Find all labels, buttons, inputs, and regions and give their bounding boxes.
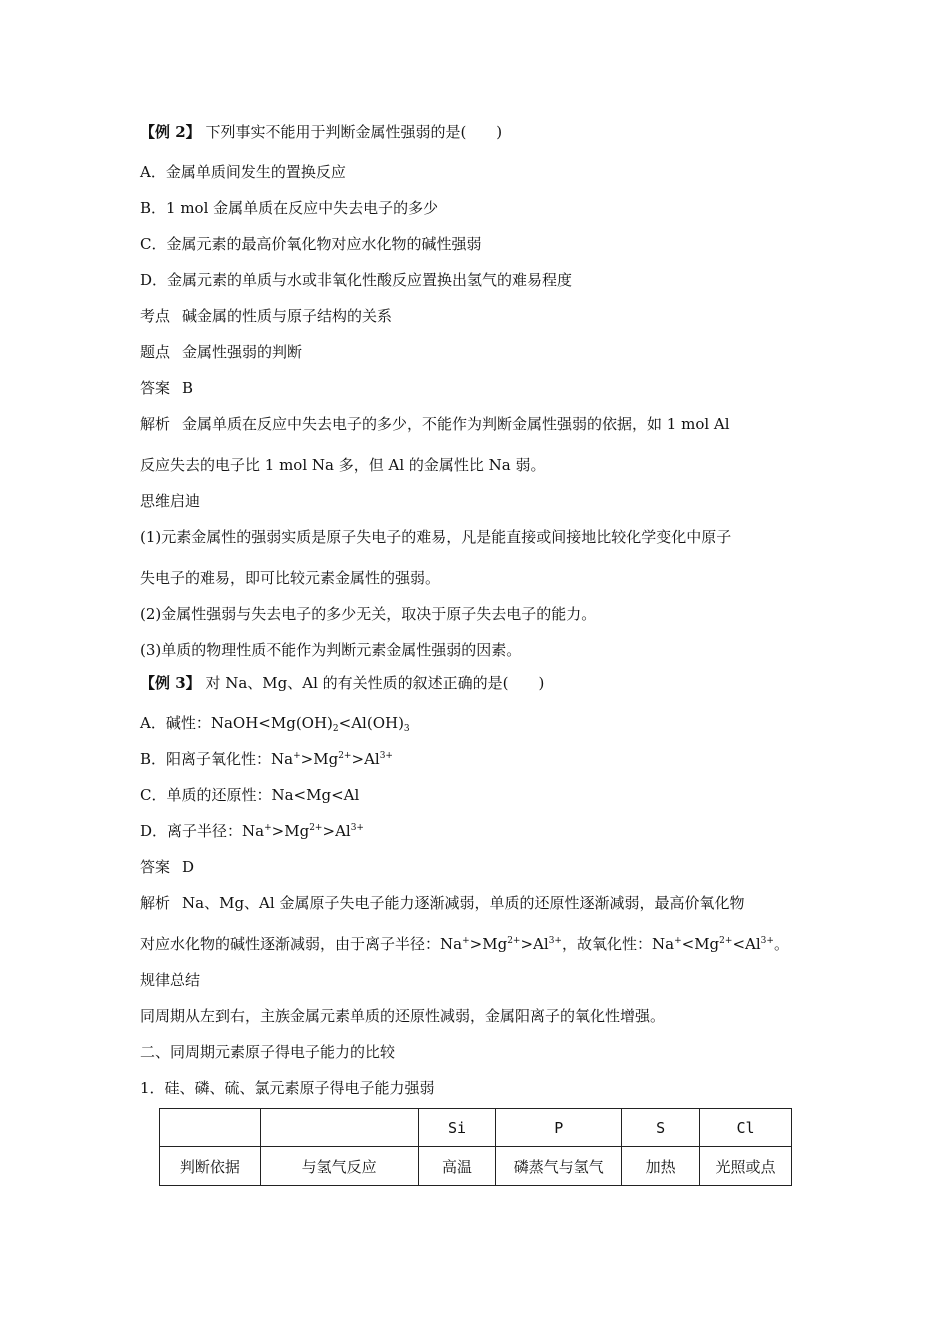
ion-al: Al [335, 822, 351, 840]
kaodian-text: 碱金属的性质与原子结构的关系 [182, 307, 393, 325]
tidian-line [140, 342, 302, 362]
ion-na: Na [651, 935, 675, 953]
option-c: C．单质的还原性：Na<Mg<Al [140, 786, 360, 804]
analysis-text: ，故氧化性： [561, 935, 652, 953]
ion-mg: Mg [284, 822, 310, 840]
answer-line [140, 378, 193, 398]
charge: 3+ [760, 936, 774, 946]
operator: < [681, 935, 695, 953]
operator: < [732, 935, 746, 953]
operator: > [469, 935, 483, 953]
operator: > [300, 750, 314, 768]
ion-mg: Mg [694, 935, 720, 953]
option-a: A．金属单质间发生的置换反应 [140, 163, 346, 181]
analysis-text: Na、Mg、Al 金属原子失电子能力逐渐减弱，单质的还原性逐渐减弱，最高价氧化物 [182, 894, 745, 912]
table-cell: 判断依据 [160, 1147, 261, 1186]
tidian-text: 金属性强弱的判断 [182, 343, 303, 361]
ion-mg: Mg [313, 750, 339, 768]
kaodian-line [140, 306, 392, 326]
charge: 2+ [719, 936, 733, 946]
thinking-1a: (1)元素金属性的强弱实质是原子失电子的难易，凡是能直接或间接地比较化学变化中原子 [140, 528, 732, 546]
operator: > [322, 822, 336, 840]
question-text: 对 Na、Mg、Al 的有关性质的叙述正确的是( ) [205, 674, 545, 692]
table-cell: Cl [700, 1109, 792, 1147]
example-3-question [140, 673, 544, 693]
kaodian-label: 考点 [140, 307, 171, 325]
analysis-text: 对应水化物的碱性逐渐减弱，由于离子半径： [140, 935, 441, 953]
ion-na: Na [271, 750, 294, 768]
thinking-title: 思维启迪 [140, 492, 201, 510]
table-cell: 高温 [418, 1147, 496, 1186]
answer-line [140, 857, 194, 877]
rule-text: 同周期从左到右，主族金属元素单质的还原性减弱，金属阳离子的氧化性增强。 [140, 1007, 666, 1025]
analysis-text: 金属单质在反应中失去电子的多少，不能作为判断金属性强弱的依据，如 1 mol Al [182, 415, 730, 433]
option-b [140, 749, 393, 769]
analysis-text: 。 [773, 935, 789, 953]
ion-al: Al [533, 935, 549, 953]
option-c: C．金属元素的最高价氧化物对应水化物的碱性强弱 [140, 235, 482, 253]
example-2-question [140, 122, 502, 142]
thinking-3: (3)单质的物理性质不能作为判断元素金属性强弱的因素。 [140, 641, 522, 659]
rule-title: 规律总结 [140, 971, 201, 989]
example-tag: 【例 3】 [140, 674, 201, 692]
thinking-2: (2)金属性强弱与失去电子的多少无关，取决于原子失去电子的能力。 [140, 605, 597, 623]
table-cell: 光照或点 [700, 1147, 792, 1186]
operator: > [520, 935, 534, 953]
tidian-label: 题点 [140, 343, 171, 361]
question-text: 下列事实不能用于判断金属性强弱的是( ) [205, 123, 503, 141]
option-prefix: D．离子半径： [140, 822, 243, 840]
formula: <Al(OH) [338, 714, 404, 732]
thinking-1b: 失电子的难易，即可比较元素金属性的强弱。 [140, 569, 441, 587]
option-prefix: B．阳离子氧化性： [140, 750, 272, 768]
answer-value: B [182, 379, 194, 397]
answer-value: D [182, 858, 195, 876]
subscript: 3 [403, 724, 410, 734]
analysis-line-1 [140, 893, 744, 913]
example-tag: 【例 2】 [140, 123, 201, 141]
charge: 3+ [548, 936, 562, 946]
charge: + [462, 936, 470, 946]
charge: 2+ [338, 751, 352, 761]
table-cell: P [496, 1109, 622, 1147]
charge: + [674, 936, 682, 946]
table-row [160, 1147, 792, 1186]
ion-na: Na [440, 935, 463, 953]
option-a [140, 713, 410, 733]
analysis-line-1 [140, 414, 730, 434]
operator: > [351, 750, 365, 768]
option-prefix: A．碱性： [140, 714, 211, 732]
option-d [140, 821, 364, 841]
operator: > [271, 822, 285, 840]
formula: NaOH<Mg(OH) [210, 714, 333, 732]
analysis-label: 解析 [140, 894, 171, 912]
table-cell [260, 1109, 418, 1147]
charge: 2+ [309, 823, 323, 833]
ion-na: Na [242, 822, 265, 840]
charge: + [264, 823, 272, 833]
ion-al: Al [364, 750, 380, 768]
table-cell: 加热 [622, 1147, 700, 1186]
charge: 3+ [379, 751, 393, 761]
table-cell: 磷蒸气与氢气 [496, 1147, 622, 1186]
table-cell [160, 1109, 261, 1147]
analysis-line-2: 反应失去的电子比 1 mol Na 多，但 Al 的金属性比 Na 弱。 [140, 456, 546, 474]
section-heading: 二、同周期元素原子得电子能力的比较 [140, 1043, 396, 1061]
charge: + [293, 751, 301, 761]
answer-label: 答案 [140, 379, 171, 397]
section-item-1: 1．硅、磷、硫、氯元素原子得电子能力强弱 [140, 1079, 435, 1097]
answer-label: 答案 [140, 858, 171, 876]
table-cell: S [622, 1109, 700, 1147]
analysis-label: 解析 [140, 415, 171, 433]
subscript: 2 [332, 724, 339, 734]
charge: 3+ [350, 823, 364, 833]
charge: 2+ [507, 936, 521, 946]
table-cell: Si [418, 1109, 496, 1147]
table-cell: 与氢气反应 [260, 1147, 418, 1186]
option-b: B．1 mol 金属单质在反应中失去电子的多少 [140, 199, 439, 217]
ion-mg: Mg [482, 935, 508, 953]
analysis-line-2 [140, 934, 789, 954]
ion-al: Al [745, 935, 761, 953]
comparison-table [159, 1108, 792, 1186]
option-d: D．金属元素的单质与水或非氧化性酸反应置换出氢气的难易程度 [140, 271, 573, 289]
table-header-row [160, 1109, 792, 1147]
